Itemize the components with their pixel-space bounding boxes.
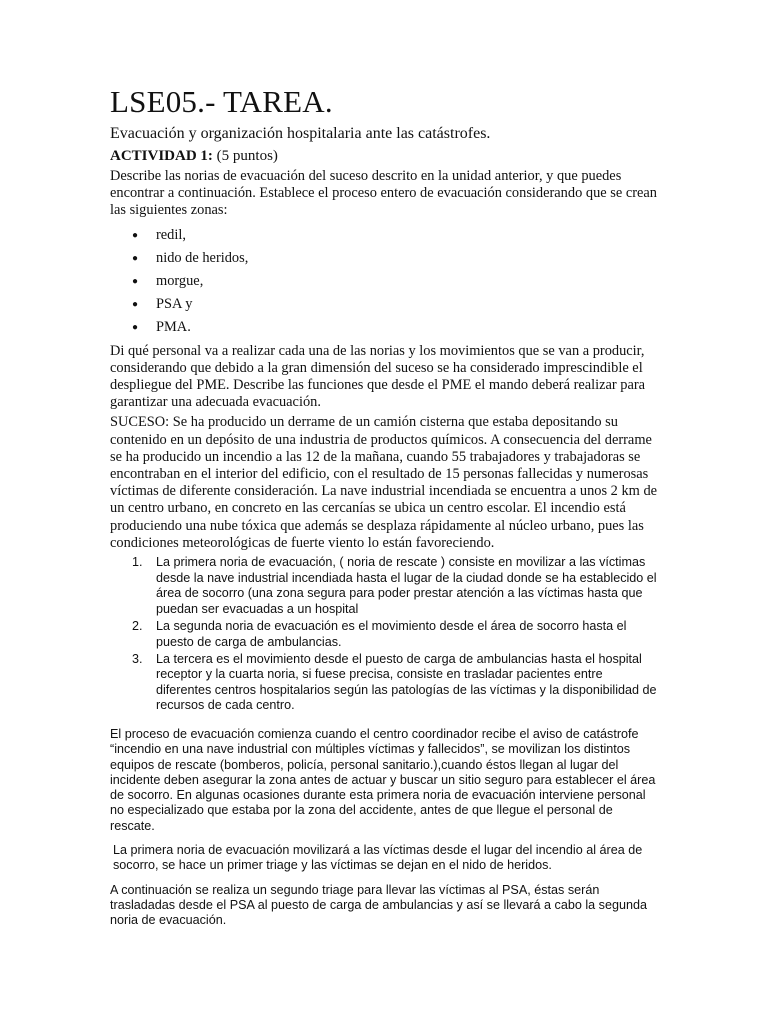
answer-paragraph: El proceso de evacuación comienza cuando el centro coordinador recibe el aviso de catástrofe “incendio en una nave industrial con múltiples víctimas y fallecidos”, se movilizan los distintos equipos de rescate (bomberos, policía, personal sanitario.),cuando éstos llegan al lugar del incidente deben asegurar la zona antes de actuar y buscar un sitio seguro para establecer el área de socorro. En algunas ocasiones durante esta primera noria de evacuación interviene personal no especializado que estaba por la zona del accidente, antes de que llegue el personal de rescate. <box>110 727 656 833</box>
document-subtitle: Evacuación y organización hospitalaria ante las catástrofes. <box>110 125 491 142</box>
bullet-icon: ● <box>132 229 139 241</box>
list-item: ● redil, <box>110 224 658 247</box>
zones-list <box>110 224 658 340</box>
list-number: 2. <box>132 618 143 633</box>
document-page <box>110 82 658 929</box>
list-item: 2. La segunda noria de evacuación es el movimiento desde el área de socorro hasta el puesto de carga de ambulancias. <box>132 618 627 649</box>
norias-list <box>110 555 658 714</box>
list-number: 3. <box>132 651 143 666</box>
list-item: 3. La tercera es el movimiento desde el puesto de carga de ambulancias hasta el hospital receptor y la cuarta noria, si fuese precisa, consiste en trasladar pacientes entre diferentes centros hospitalarios según las patologías de las víctimas y la disponibilidad de recursos de cada centro. <box>132 651 657 713</box>
list-item: ● nido de heridos, <box>110 247 658 270</box>
answer-paragraph: La primera noria de evacuación movilizará a las víctimas desde el lugar del incendio al área de socorro, se hace un primer triage y las víctimas se dejan en el nido de heridos. <box>113 843 643 873</box>
question-paragraph: Di qué personal va a realizar cada una de las norias y los movimientos que se van a producir, considerando que debido a la gran dimensión del suceso se ha considerado imprescindible el despliegue del PME. Describe las funciones que desde el PME el mando deberá realizar para garantizar una adecuada evacuación. <box>110 342 646 411</box>
list-item: ● PMA. <box>110 316 658 339</box>
list-item: 1. La primera noria de evacuación, ( noria de rescate ) consiste en movilizar a las víctimas desde la nave industrial incendiada hasta el lugar de la ciudad donde se ha establecido el área de socorro (una zona segura para poder prestar atención a las víctimas hasta que puedan ser evacuadas a un hospital <box>132 555 657 616</box>
list-item: ● PSA y <box>110 293 658 316</box>
document-title: LSE05.- TAREA. <box>110 84 333 119</box>
bullet-icon: ● <box>132 276 139 288</box>
activity-heading <box>110 147 658 166</box>
intro-paragraph: Describe las norias de evacuación del suceso descrito en la unidad anterior, y que puedes encontrar a continuación. Establece el proceso entero de evacuación considerando que se crean las siguientes zonas: <box>110 168 657 219</box>
list-number: 1. <box>132 555 143 570</box>
bullet-icon: ● <box>132 252 139 264</box>
activity-label: ACTIVIDAD 1: <box>110 148 213 164</box>
bullet-icon: ● <box>132 299 139 311</box>
suceso-paragraph: SUCESO: Se ha producido un derrame de un camión cisterna que estaba depositando su contenido en un depósito de una industria de productos químicos. A consecuencia del derrame se ha producido un incendio a las 12 de la mañana, cuando 55 trabajadores y trabajadoras se encontraban en el interior del edificio, con el resultado de 15 personas fallecidas y numerosas víctimas de diferente consideración. La nave industrial incendiada se encuentra a unos 2 km de un centro urbano, en concreto en las cercanías se ubica un centro escolar. El incendio está produciendo una nube tóxica que además se desplaza rápidamente al núcleo urbano, pues las condiciones meteorológicas de fuerte viento lo están favoreciendo. <box>110 414 658 551</box>
answer-paragraph: A continuación se realiza un segundo triage para llevar las víctimas al PSA, éstas serán trasladadas desde el PSA al puesto de carga de ambulancias y así se llevará a cabo la segunda noria de evacuación. <box>110 882 647 928</box>
list-item: ● morgue, <box>110 270 658 293</box>
activity-points: (5 puntos) <box>212 148 278 164</box>
bullet-icon: ● <box>132 322 139 334</box>
